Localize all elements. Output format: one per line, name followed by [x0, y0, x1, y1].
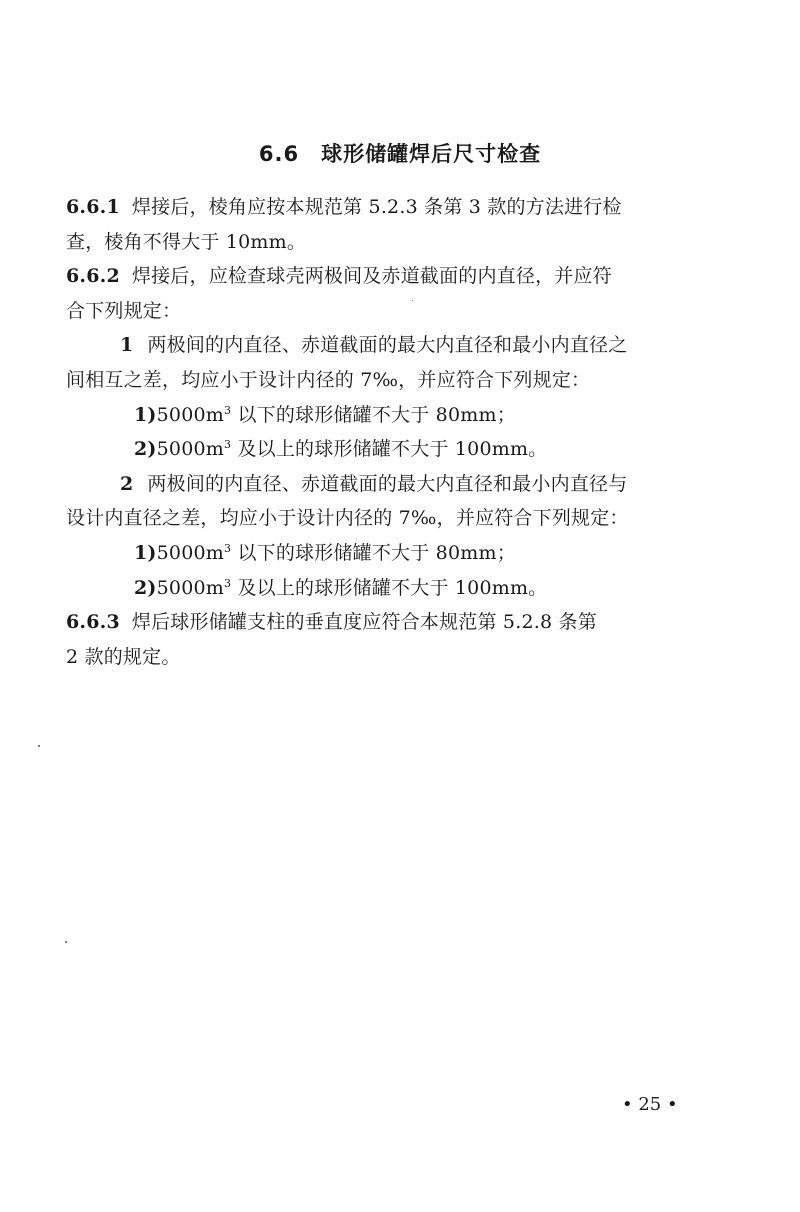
- section-number: 6.6: [258, 142, 300, 166]
- scan-speck: [38, 745, 40, 747]
- sub-item-label: 2): [134, 438, 157, 461]
- clause-text: 焊后球形储罐支柱的垂直度应符合本规范第 5.2.8 条第: [131, 611, 597, 634]
- item-1-sub-2: [66, 432, 716, 467]
- clause-6-6-2-line-1: [66, 259, 716, 294]
- superscript: 3: [224, 403, 232, 417]
- page-number: • 25 •: [622, 1094, 678, 1115]
- document-body: [66, 190, 716, 674]
- item-1-line-1: [66, 328, 716, 363]
- section-heading: [0, 138, 800, 168]
- item-2-sub-2: [66, 571, 716, 606]
- clause-6-6-2-line-2: 合下列规定：: [66, 299, 182, 322]
- sub-item-text: 及以上的球形储罐不大于 100mm。: [231, 576, 548, 599]
- item-1-line-2: 间相互之差，均应小于设计内径的 7‰，并应符合下列规定：: [66, 368, 591, 391]
- sub-item-text: 及以上的球形储罐不大于 100mm。: [231, 438, 548, 461]
- clause-number: 6.6.1: [66, 196, 120, 218]
- sub-item-value: 5000m: [156, 403, 224, 426]
- sub-item-value: 5000m: [156, 541, 224, 564]
- superscript: 3: [224, 541, 232, 555]
- item-1-sub-1: [66, 398, 716, 433]
- scan-speck: [412, 300, 413, 301]
- sub-item-text: 以下的球形储罐不大于 80mm；: [231, 541, 516, 564]
- sub-item-value: 5000m: [156, 438, 224, 461]
- item-number: 2: [120, 472, 134, 495]
- item-2-sub-1: [66, 536, 716, 571]
- sub-item-value: 5000m: [156, 576, 224, 599]
- section-title: 球形储罐焊后尺寸检查: [321, 142, 542, 166]
- superscript: 3: [224, 576, 232, 590]
- clause-number: 6.6.3: [66, 611, 120, 634]
- clause-6-6-1-line-2: 查，棱角不得大于 10mm。: [66, 230, 307, 253]
- item-text: 两极间的内直径、赤道截面的最大内直径和最小内直径之: [147, 334, 628, 357]
- sub-item-text: 以下的球形储罐不大于 80mm；: [231, 403, 516, 426]
- clause-6-6-3-line-2: 2 款的规定。: [66, 645, 181, 668]
- sub-item-label: 1): [134, 541, 157, 564]
- clause-6-6-1-line-1: [66, 190, 716, 225]
- sub-item-label: 2): [134, 576, 157, 599]
- clause-6-6-3-line-1: [66, 605, 716, 640]
- clause-text: 焊接后，应检查球壳两极间及赤道截面的内直径，并应符: [131, 265, 612, 288]
- clause-number: 6.6.2: [66, 265, 120, 288]
- clause-text: 焊接后，棱角应按本规范第 5.2.3 条第 3 款的方法进行检: [131, 196, 622, 218]
- item-2-line-2: 设计内直径之差，均应小于设计内径的 7‰，并应符合下列规定：: [66, 507, 629, 530]
- item-number: 1: [120, 334, 134, 357]
- item-2-line-1: [66, 467, 716, 502]
- item-text: 两极间的内直径、赤道截面的最大内直径和最小内直径与: [147, 472, 628, 495]
- sub-item-label: 1): [134, 403, 157, 426]
- superscript: 3: [224, 438, 232, 452]
- scan-speck: [65, 941, 67, 943]
